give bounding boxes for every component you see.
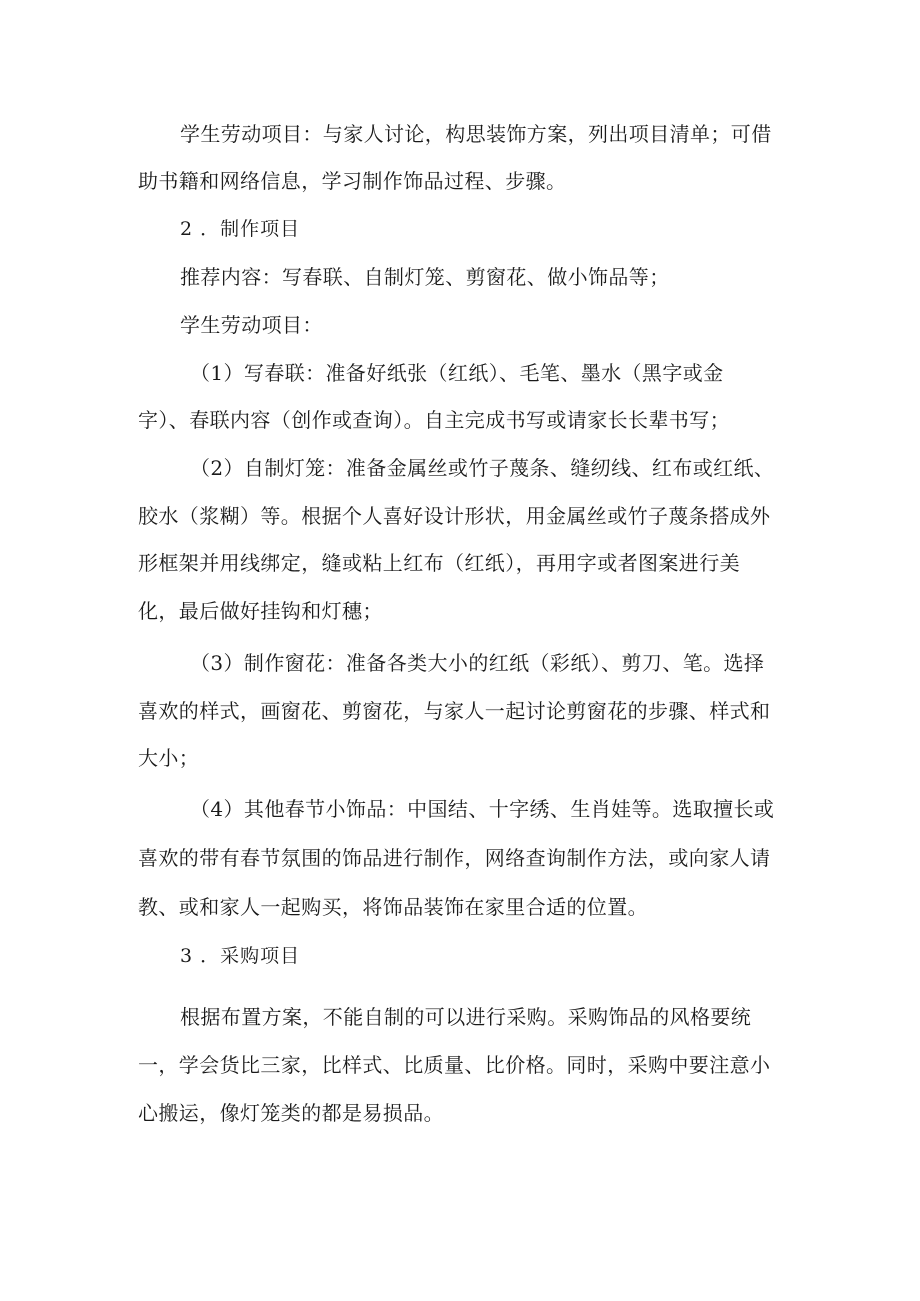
item-2-line-2: 胶水（浆糊）等。根据个人喜好设计形状，用金属丝或竹子蔑条搭成外 [138,504,771,528]
item-2-line-3: 形框架并用线绑定，缝或粘上红布（红纸），再用字或者图案进行美 [138,551,740,575]
item-1-line-2: 字）、春联内容（创作或查询）。自主完成书写或请家长长辈书写； [138,408,730,432]
item-1-line-1: （1）写春联：准备好纸张（红纸）、毛笔、墨水（黑字或金 [190,361,724,385]
paragraph-recommended-content: 推荐内容：写春联、自制灯笼、剪窗花、做小饰品等； [180,265,670,289]
item-3-line-2: 喜欢的样式，画窗花、剪窗花，与家人一起讨论剪窗花的步骤、样式和 [138,699,771,723]
item-4-line-1: （4）其他春节小饰品：中国结、十字绣、生肖娃等。选取擅长或 [190,797,775,821]
item-3-line-1: （3）制作窗花：准备各类大小的红纸（彩纸）、剪刀、笔。选择 [190,651,765,675]
section-heading-2: 2 ．制作项目 [180,218,301,240]
paragraph-1-line-1: 学生劳动项目：与家人讨论，构思装饰方案，列出项目清单；可借 [180,122,772,146]
paragraph-1-line-2: 助书籍和网络信息，学习制作饰品过程、步骤。 [138,169,567,193]
section-heading-3: 3 ．采购项目 [180,945,301,967]
item-2-line-1: （2）自制灯笼：准备金属丝或竹子蔑条、缝纫线、红布或红纸、 [190,456,775,480]
paragraph-student-labor-project: 学生劳动项目： [180,313,323,337]
paragraph-4-line-1: 根据布置方案，不能自制的可以进行采购。采购饰品的风格要统 [180,1005,752,1029]
item-2-line-4: 化，最后做好挂钩和灯穗； [138,599,383,623]
item-4-line-2: 喜欢的带有春节氛围的饰品进行制作，网络查询制作方法，或向家人请 [138,846,771,870]
paragraph-4-line-2: 一，学会货比三家，比样式、比质量、比价格。同时，采购中要注意小 [138,1053,771,1077]
item-3-line-3: 大小； [138,746,200,770]
item-4-line-3: 教、或和家人一起购买，将饰品装饰在家里合适的位置。 [138,895,648,919]
paragraph-4-line-3: 心搬运，像灯笼类的都是易损品。 [138,1101,444,1125]
